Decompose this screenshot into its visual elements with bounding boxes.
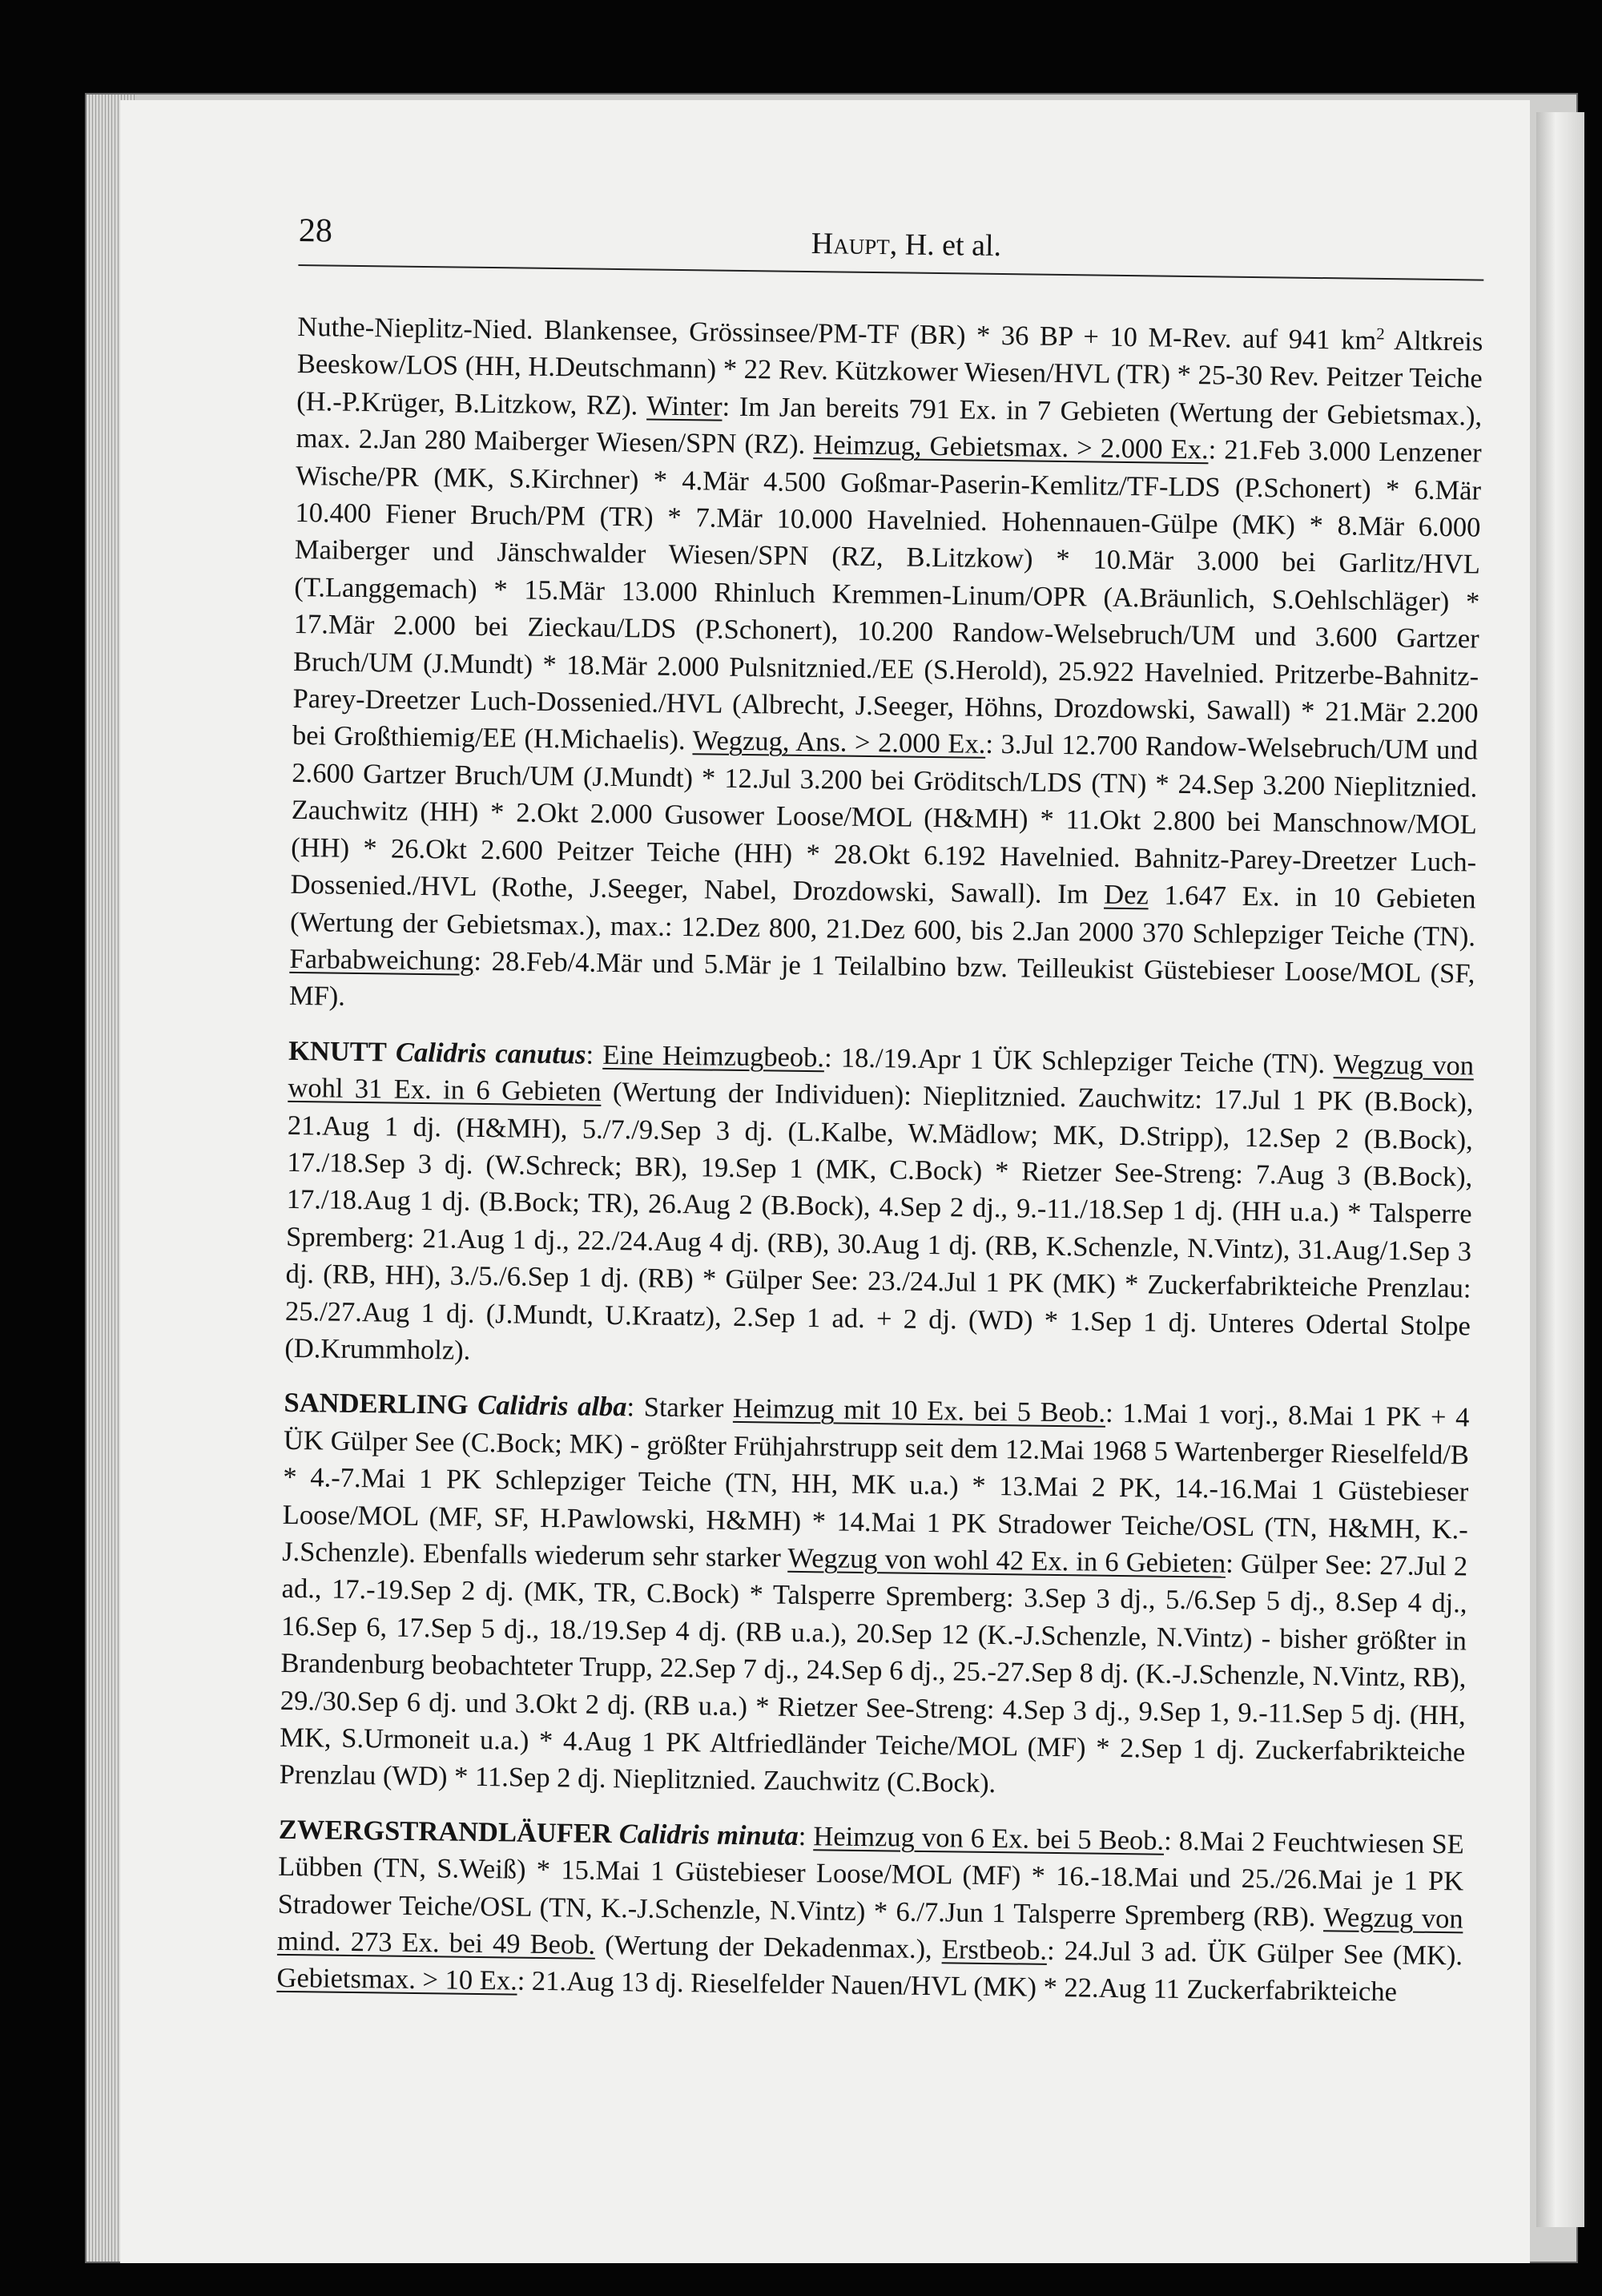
- intro-text-6: 1.647 Ex. in 10 Gebieten (Wertung der Gebietsmax.), max.: 12.Dez 800, 21.Dez 600, bis 2.Jan 2000 370 Schlepziger Teiche (TN).: [289, 880, 1476, 953]
- species-entry-zwergstrandlaeufer: [276, 1811, 1464, 2012]
- winter-label: Winter: [646, 390, 723, 422]
- dez-label: Dez: [1103, 879, 1149, 911]
- entry-label: Wegzug von mind. 273 Ex. bei 49 Beob.: [276, 1901, 1463, 1960]
- page-header: [298, 208, 1484, 281]
- entry-text: : 1.Mai 1 vorj., 8.Mai 1 PK + 4 ÜK Gülper See (C.Bock; MK) - größter Frühjahrstrupp seit dem 12.Mai 1968 5 Wartenberger Rieselfeld/B * 4.-7.Mai 1 PK Schlepziger Teiche (TN, HH, MK u.a.) * 13.Mai 2 PK, 14.-16.Mai 1 Güstebieser Loose/MOL (MF, SF, H.Pawlowski, H&MH) * 14.Mai 1 PK Stradower Teiche/OSL (TN, H&MH, K.-J.Schenzle). Ebenfalls wiederum sehr starker: [281, 1398, 1470, 1573]
- book-spine: [1536, 112, 1584, 2227]
- intro-text-4: : 21.Feb 3.000 Lenzener Wische/PR (MK, S.Kirchner) * 4.Mär 4.500 Goßmar-Paserin-Kemlitz/TF-LDS (P.Schonert) * 6.Mär 10.400 Fiener Bruch/PM (TR) * 7.Mär 10.000 Havelnied. Hohennauen-Gülpe (MK) * 8.Mär 6.000 Maiberger und Jänschwalder Wiesen/SPN (RZ, B.Litzkow) * 10.Mär 3.000 bei Garlitz/HVL (T.Langgemach) * 15.Mär 13.000 Rhinluch Kremmen-Linum/OPR (A.Bräunlich, S.Oehlschläger) * 17.Mär 2.000 bei Zieckau/LDS (P.Schonert), 10.200 Randow-Welsebruch/UM und 3.600 Gartzer Bruch/UM (J.Mundt) * 18.Mär 2.000 Pulsnitznied./EE (S.Herold), 25.922 Havelnied. Pritzerbe-Bahnitz-Parey-Dreetzer Luch-Dossenied./HVL (Albrecht, J.Seeger, Höhns, Drozdowski, Sawall) * 21.Mär 2.200 bei Großthiemig/EE (H.Michaelis).: [292, 434, 1482, 756]
- km-superscript: 2: [1376, 325, 1385, 344]
- text-block: [276, 100, 1494, 2008]
- farbabweichung-label: Farbabweichung: [289, 943, 474, 977]
- species-name: SANDERLING: [284, 1388, 469, 1421]
- body-text: [276, 308, 1483, 2012]
- intro-text-7: : 28.Feb/4.Mär und 5.Mär je 1 Teilalbino bzw. Teilleukist Güstebieser Loose/MOL (SF, MF).: [288, 945, 1475, 1013]
- species-name: KNUTT: [288, 1035, 388, 1068]
- intro-paragraph: [289, 308, 1483, 1029]
- intro-text-3: : Im Jan bereits 791 Ex. in 7 Gebieten (Wertung der Gebietsmax.), max. 2.Jan 280 Maiberger Wiesen/SPN (RZ).: [296, 391, 1483, 461]
- entry-text: : 18./19.Apr 1 ÜK Schlepziger Teiche (TN).: [823, 1042, 1334, 1080]
- entry-label: Wegzug von wohl 31 Ex. in 6 Gebieten: [288, 1049, 1475, 1107]
- entry-text: (Wertung der Individuen): Nieplitznied. Zauchwitz: 17.Jul 1 PK (B.Bock), 21.Aug 1 dj. (H&MH), 5./7./9.Sep 3 dj. (L.Kalbe, W.Mädlow; MK, D.Stripp), 12.Sep 2 (B.Bock), 17./18.Sep 3 dj. (W.Schreck; BR), 19.Sep 1 (MK, C.Bock) * Rietzer See-Streng: 7.Aug 3 (B.Bock), 17./18.Aug 1 dj. (B.Bock; TR), 26.Aug 2 (B.Bock), 4.Sep 2 dj., 9.-11./18.Sep 1 dj. (HH u.a.) * Talsperre Spremberg: 21.Aug 1 dj., 22./24.Aug 4 dj. (RB), 30.Aug 1 dj. (RB, K.Schenzle, N.Vintz), 31.Aug/1.Sep 3 dj. (RB, HH), 3./5./6.Sep 1 dj. (RB) * Gülper See: 23./24.Jul 1 PK (MK) * Zuckerfabrikteiche Prenzlau: 25./27.Aug 1 dj. (J.Mundt, U.Kraatz), 2.Sep 1 ad. + 2 dj. (WD) * 1.Sep 1 dj. Unteres Odertal Stolpe (D.Krummholz).: [284, 1076, 1474, 1366]
- species-scientific-name: Calidris canutus: [395, 1037, 586, 1070]
- wegzug-label: Wegzug, Ans. > 2.000 Ex.: [692, 725, 986, 760]
- species-name: ZWERGSTRANDLÄUFER: [278, 1814, 613, 1849]
- entry-label: Eine Heimzugbeob.: [602, 1039, 825, 1073]
- intro-text-5: : 3.Jul 12.700 Randow-Welsebruch/UM und 2.600 Gartzer Bruch/UM (J.Mundt) * 12.Jul 3.200 bei Gröditsch/LDS (TN) * 24.Sep 3.200 Nieplitznied. Zauchwitz (HH) * 2.Okt 2.000 Gusower Loose/MOL (H&MH) * 11.Okt 2.800 bei Manschnow/MOL (HH) * 26.Okt 2.600 Peitzer Teiche (HH) * 28.Okt 6.192 Havelnied. Bahnitz-Parey-Dreetzer Luch-Dossenied./HVL (Rothe, J.Seeger, Nabel, Drozdowski, Sawall). Im: [290, 729, 1479, 910]
- species-scientific-name: Calidris minuta: [618, 1819, 799, 1851]
- entry-label: Wegzug von wohl 42 Ex. in 6 Gebieten: [787, 1542, 1226, 1579]
- species-scientific-name: Calidris alba: [477, 1390, 627, 1423]
- entry-label: Gebietsmax. > 10 Ex.: [276, 1963, 517, 1997]
- entry-label: Heimzug von 6 Ex. bei 5 Beob.: [813, 1821, 1165, 1856]
- entry-text: : 24.Jul 3 ad. ÜK Gülper See (MK).: [1046, 1935, 1463, 1972]
- intro-text-1: Nuthe-Nieplitz-Nied. Blankensee, Grössinsee/PM-TF (BR) * 36 BP + 10 M-Rev. auf 941 km: [297, 311, 1377, 356]
- author-surname: Haupt: [811, 227, 891, 262]
- page-number: 28: [298, 211, 333, 250]
- entry-text: : 21.Aug 13 dj. Rieselfelder Nauen/HVL (MK) * 22.Aug 11 Zuckerfabrikteiche: [517, 1966, 1398, 2008]
- entry-text: :: [798, 1820, 814, 1852]
- entry-text: :: [586, 1039, 603, 1070]
- book-page: [120, 100, 1530, 2263]
- intro-text-2: Altkreis Beeskow/LOS (HH, H.Deutschmann) * 22 Rev. Kützkower Wiesen/HVL (TR) * 25-30 Rev. Peitzer Teiche (H.-P.Krüger, B.Litzkow, RZ).: [296, 325, 1483, 421]
- entry-text: : 8.Mai 2 Feuchtwiesen SE Lübben (TN, S.Weiß) * 15.Mai 1 Güstebieser Loose/MOL (MF) * 16.-18.Mai und 25./26.Mai je 1 PK Stradower Teiche/OSL (TN, K.-J.Schenzle, N.Vintz) * 6./7.Jun 1 Talsperre Spremberg (RB).: [277, 1825, 1465, 1932]
- entry-text: : Starker: [626, 1392, 734, 1424]
- entry-label: Erstbeob.: [941, 1934, 1048, 1966]
- entry-text: : Gülper See: 27.Jul 2 ad., 17.-19.Sep 2 dj. (MK, TR, C.Bock) * Talsperre Spremberg: 3.Sep 3 dj., 5./6.Sep 5 dj., 8.Sep 4 dj., 16.Sep 6, 17.Sep 5 dj., 18./19.Sep 4 dj. (RB u.a.), 20.Sep 12 (K.-J.Schenzle, N.Vintz) - bisher größter in Brandenburg beobachteter Trupp, 22.Sep 7 dj., 24.Sep 6 dj., 25.-27.Sep 8 dj. (K.-J.Schenzle, N.Vintz, RB), 29./30.Sep 6 dj. und 3.Okt 2 dj. (RB u.a.) * Rietzer See-Streng: 4.Sep 3 dj., 9.Sep 1, 9.-11.Sep 5 dj. (HH, MK, S.Urmoneit u.a.) * 4.Aug 1 PK Altfriedländer Teiche/MOL (MF) * 2.Sep 1 dj. Zuckerfabrikteiche Prenzlau (WD) * 11.Sep 2 dj. Nieplitznied. Zauchwitz (C.Bock).: [279, 1548, 1468, 1799]
- author-rest: , H. et al.: [889, 228, 1002, 264]
- species-entry-knutt: [284, 1033, 1474, 1382]
- species-entry-sanderling: [279, 1384, 1469, 1808]
- entry-text: (Wertung der Dekadenmax.),: [594, 1929, 943, 1965]
- running-head: [811, 226, 1002, 264]
- heimzug-label: Heimzug, Gebietsmax. > 2.000 Ex.: [813, 429, 1209, 465]
- entry-label: Heimzug mit 10 Ex. bei 5 Beob.: [732, 1393, 1106, 1429]
